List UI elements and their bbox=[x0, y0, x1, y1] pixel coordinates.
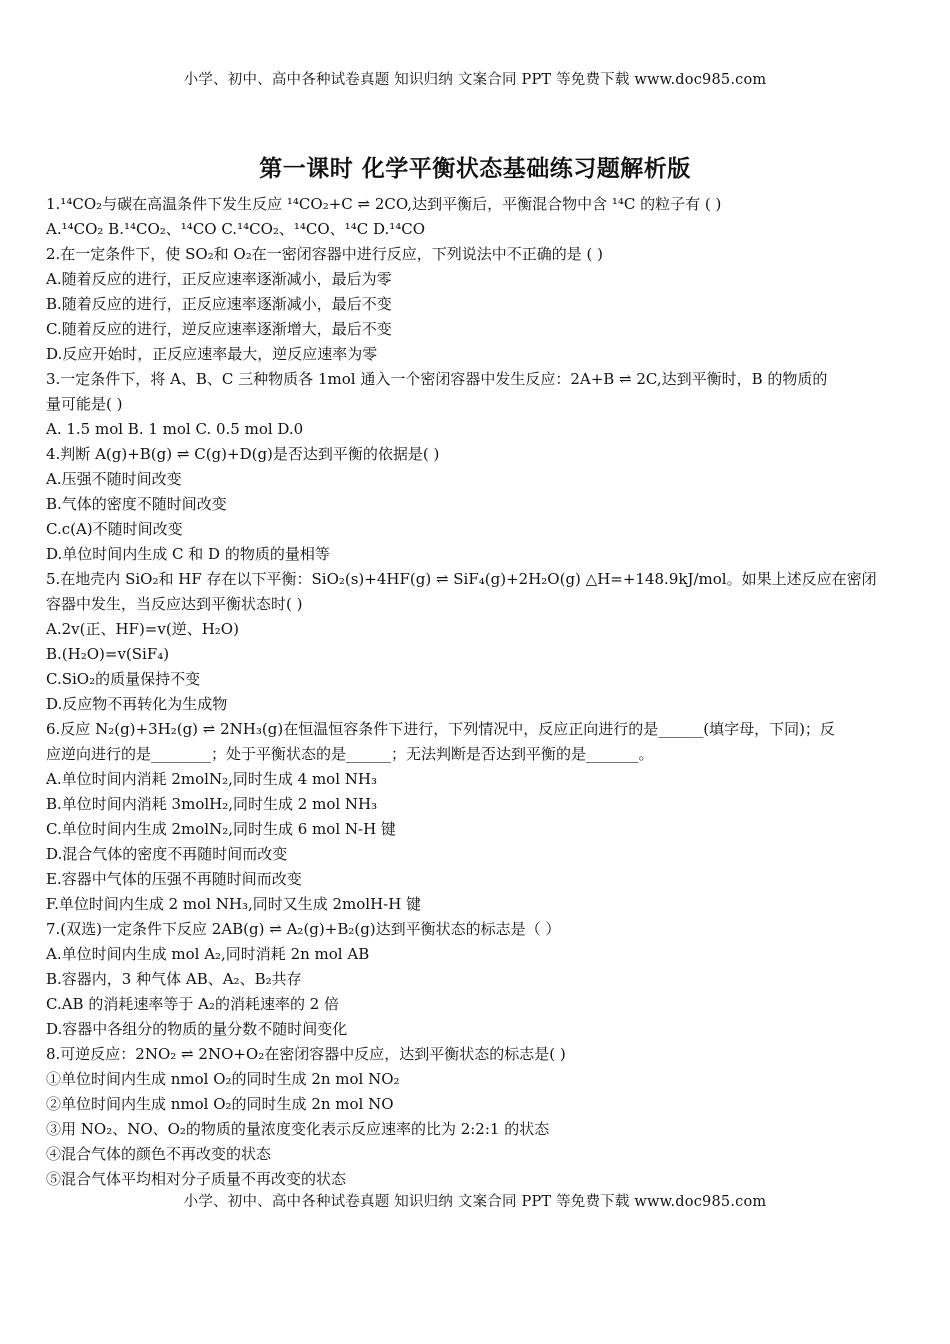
q2-option-a: A.随着反应的进行，正反应速率逐渐减小，最后为零 bbox=[46, 270, 392, 288]
q8-stem: 8.可逆反应：2NO₂ ⇌ 2NO+O₂在密闭容器中反应，达到平衡状态的标志是( ) bbox=[46, 1045, 566, 1063]
question-body bbox=[46, 192, 908, 1192]
q4-stem: 4.判断 A(g)+B(g) ⇌ C(g)+D(g)是否达到平衡的依据是( ) bbox=[46, 445, 440, 463]
q7-option-d: D.容器中各组分的物质的量分数不随时间变化 bbox=[46, 1020, 348, 1038]
q5-option-a: A.2v(正、HF)=v(逆、H₂O) bbox=[46, 620, 239, 638]
q6-stem-line1: 6.反应 N₂(g)+3H₂(g) ⇌ 2NH₃(g)在恒温恒容条件下进行，下列情况中，反应正向进行的是______(填字母，下同)；反 bbox=[46, 720, 835, 738]
q6-option-c: C.单位时间内生成 2molN₂,同时生成 6 mol N-H 键 bbox=[46, 820, 396, 838]
q5-stem-line2: 容器中发生，当反应达到平衡状态时( ) bbox=[46, 595, 303, 613]
q1-options: A.¹⁴CO₂ B.¹⁴CO₂、¹⁴CO C.¹⁴CO₂、¹⁴CO、¹⁴C D.¹⁴CO bbox=[46, 220, 426, 238]
q3-stem-line2: 量可能是( ) bbox=[46, 395, 123, 413]
q6-option-e: E.容器中气体的压强不再随时间而改变 bbox=[46, 870, 302, 888]
q6-option-f: F.单位时间内生成 2 mol NH₃,同时又生成 2molH-H 键 bbox=[46, 895, 422, 913]
q2-option-b: B.随着反应的进行，正反应速率逐渐减小，最后不变 bbox=[46, 295, 392, 313]
document-title: 第一课时 化学平衡状态基础练习题解析版 bbox=[259, 155, 691, 182]
page-footer: 小学、初中、高中各种试卷真题 知识归纳 文案合同 PPT 等免费下载 www.doc985.com bbox=[183, 1194, 767, 1210]
page-header: 小学、初中、高中各种试卷真题 知识归纳 文案合同 PPT 等免费下载 www.doc985.com bbox=[183, 72, 767, 88]
q7-option-c: C.AB 的消耗速率等于 A₂的消耗速率的 2 倍 bbox=[46, 995, 340, 1013]
q5-stem-line1: 5.在地壳内 SiO₂和 HF 存在以下平衡：SiO₂(s)+4HF(g) ⇌ SiF₄(g)+2H₂O(g) △H=+148.9kJ/mol。如果上述反应在密闭 bbox=[46, 570, 877, 588]
q7-stem: 7.(双选)一定条件下反应 2AB(g) ⇌ A₂(g)+B₂(g)达到平衡状态的标志是（ ） bbox=[46, 920, 561, 938]
q4-option-a: A.压强不随时间改变 bbox=[46, 470, 182, 488]
q5-option-b: B.(H₂O)=v(SiF₄) bbox=[46, 645, 170, 663]
q6-stem-line2: 应逆向进行的是________；处于平衡状态的是______；无法判断是否达到平衡的是_______。 bbox=[46, 745, 654, 763]
q3-options: A. 1.5 mol B. 1 mol C. 0.5 mol D.0 bbox=[46, 420, 304, 438]
q1-stem: 1.¹⁴CO₂与碳在高温条件下发生反应 ¹⁴CO₂+C ⇌ 2CO,达到平衡后，平衡混合物中含 ¹⁴C 的粒子有 ( ) bbox=[46, 195, 722, 213]
q6-option-d: D.混合气体的密度不再随时间而改变 bbox=[46, 845, 288, 863]
q3-stem-line1: 3.一定条件下，将 A、B、C 三种物质各 1mol 通入一个密闭容器中发生反应：2A+B ⇌ 2C,达到平衡时，B 的物质的 bbox=[46, 370, 828, 388]
q8-item-3: ③用 NO₂、NO、O₂的物质的量浓度变化表示反应速率的比为 2:2:1 的状态 bbox=[46, 1120, 550, 1138]
q8-item-5: ⑤混合气体平均相对分子质量不再改变的状态 bbox=[46, 1170, 347, 1188]
q2-stem: 2.在一定条件下，使 SO₂和 O₂在一密闭容器中进行反应，下列说法中不正确的是 ( ) bbox=[46, 245, 603, 263]
q7-option-b: B.容器内，3 种气体 AB、A₂、B₂共存 bbox=[46, 970, 302, 988]
q5-option-c: C.SiO₂的质量保持不变 bbox=[46, 670, 201, 688]
q2-option-d: D.反应开始时，正反应速率最大，逆反应速率为零 bbox=[46, 345, 378, 363]
q2-option-c: C.随着反应的进行，逆反应速率逐渐增大，最后不变 bbox=[46, 320, 392, 338]
q4-option-b: B.气体的密度不随时间改变 bbox=[46, 495, 227, 513]
q4-option-c: C.c(A)不随时间改变 bbox=[46, 520, 183, 538]
q8-item-4: ④混合气体的颜色不再改变的状态 bbox=[46, 1145, 272, 1163]
q6-option-a: A.单位时间内消耗 2molN₂,同时生成 4 mol NH₃ bbox=[46, 770, 377, 788]
q7-option-a: A.单位时间内生成 mol A₂,同时消耗 2n mol AB bbox=[46, 945, 370, 963]
q8-item-1: ①单位时间内生成 nmol O₂的同时生成 2n mol NO₂ bbox=[46, 1070, 400, 1088]
q6-option-b: B.单位时间内消耗 3molH₂,同时生成 2 mol NH₃ bbox=[46, 795, 378, 813]
q8-item-2: ②单位时间内生成 nmol O₂的同时生成 2n mol NO bbox=[46, 1095, 394, 1113]
q5-option-d: D.反应物不再转化为生成物 bbox=[46, 695, 228, 713]
q4-option-d: D.单位时间内生成 C 和 D 的物质的量相等 bbox=[46, 545, 330, 563]
